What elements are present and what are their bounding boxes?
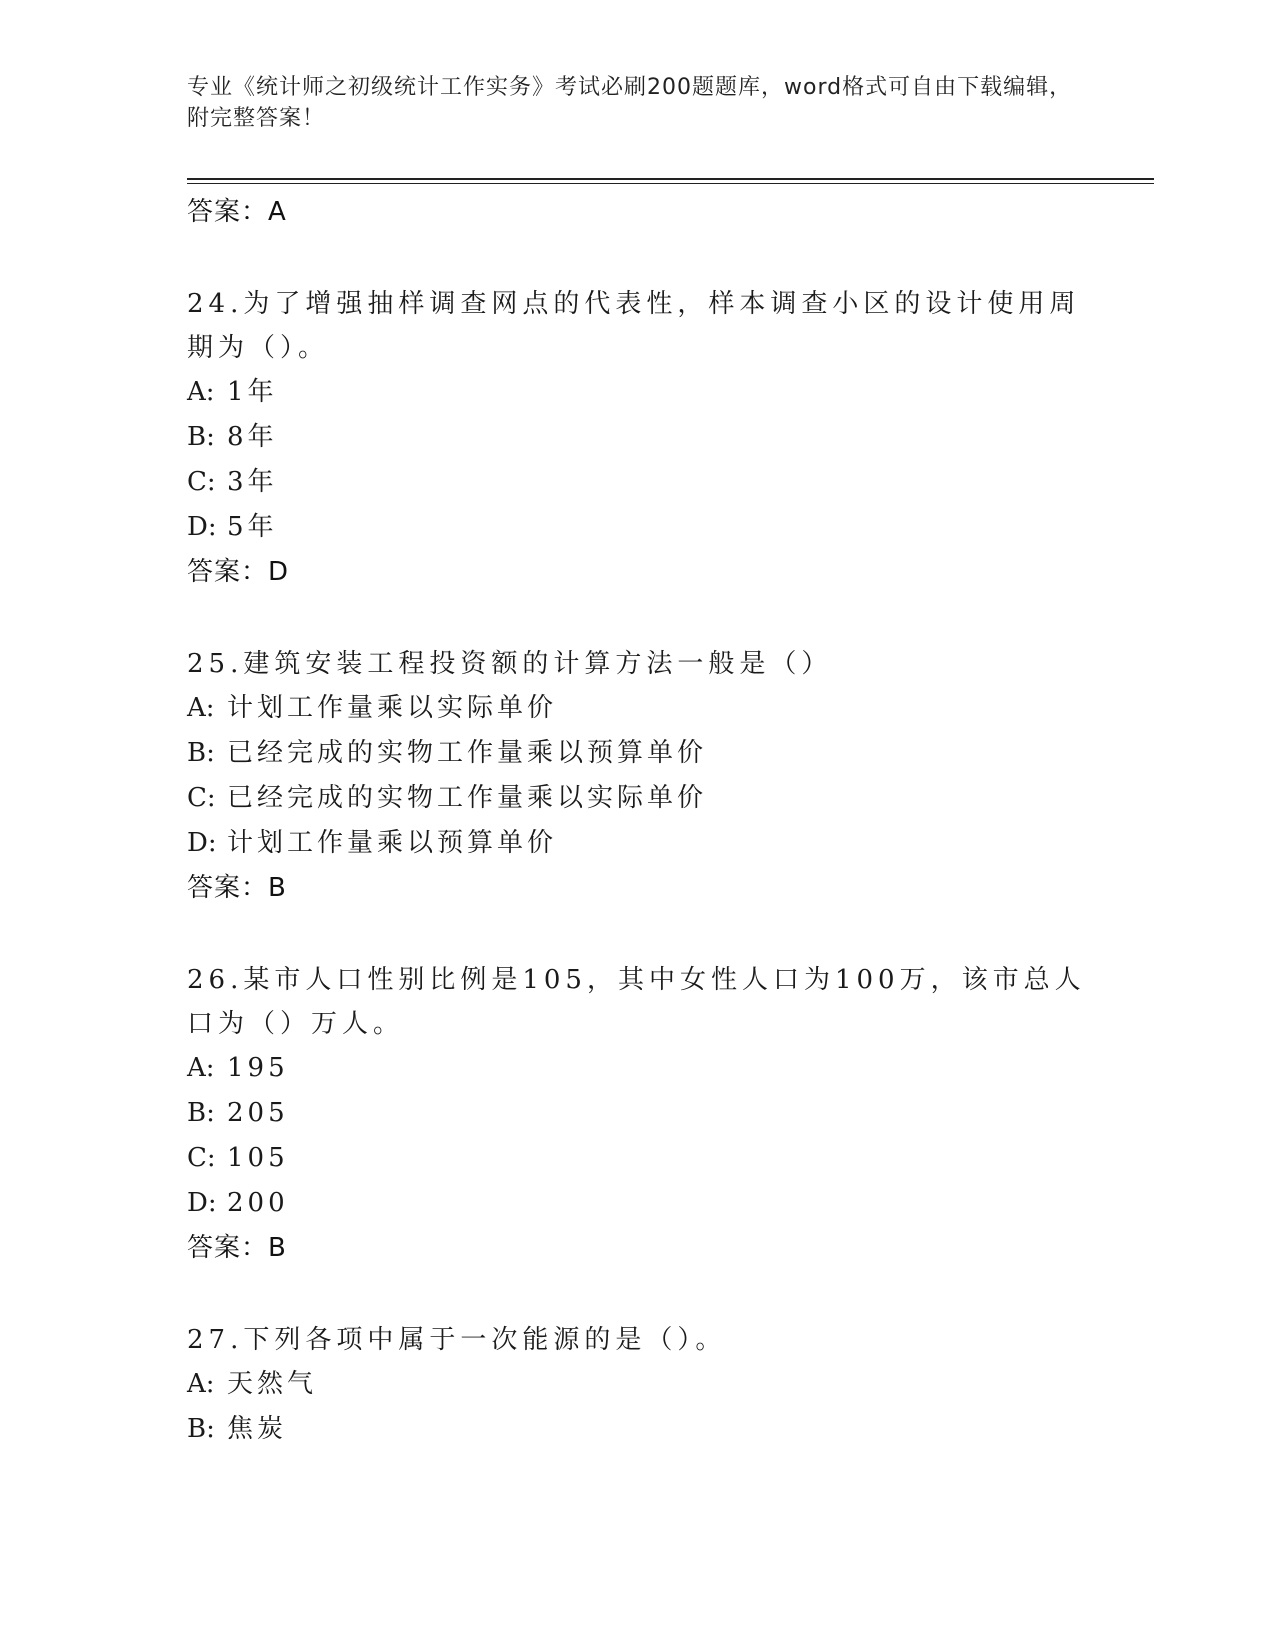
option-letter: D:: [187, 1188, 217, 1218]
answer-line: 答案：A: [187, 197, 287, 227]
option-text: 计划工作量乘以预算单价: [227, 828, 558, 858]
option-item: [187, 415, 1087, 460]
question-text: 27.下列各项中属于一次能源的是（）。: [187, 1325, 727, 1355]
option-item: [187, 1407, 1087, 1452]
header-divider-thin: [187, 183, 1154, 184]
option-item: [187, 1136, 1087, 1181]
answer-line: 答案：B: [187, 1233, 287, 1263]
option-item: [187, 505, 1087, 550]
answer-line: 答案：B: [187, 873, 287, 903]
spacer: [187, 234, 1087, 282]
answer-line: 答案：D: [187, 557, 290, 587]
option-item: [187, 370, 1087, 415]
option-letter: A:: [187, 377, 215, 407]
spacer: [187, 594, 1087, 642]
option-letter: B:: [187, 1098, 215, 1128]
option-text: 天然气: [227, 1369, 318, 1399]
option-text: 105: [227, 1143, 289, 1173]
option-letter: A:: [187, 1369, 215, 1399]
question-text: 24.为了增强抽样调查网点的代表性，样本调查小区的设计使用周期为（）。: [187, 289, 1081, 363]
option-letter: B:: [187, 422, 215, 452]
option-item: [187, 776, 1087, 821]
option-letter: D:: [187, 828, 217, 858]
option-letter: C:: [187, 783, 216, 813]
question-text: 26.某市人口性别比例是105，其中女性人口为100万，该市总人口为（）万人。: [187, 965, 1086, 1039]
option-item: [187, 731, 1087, 776]
question-list: [187, 190, 1087, 1452]
question-text: 25.建筑安装工程投资额的计算方法一般是（）: [187, 649, 833, 679]
header-divider-thick: [187, 178, 1154, 180]
document-header: 专业《统计师之初级统计工作实务》考试必刷200题题库，word格式可自由下载编辑，附完整答案！: [187, 75, 1073, 131]
option-letter: C:: [187, 467, 216, 497]
option-text: 焦炭: [227, 1414, 288, 1444]
option-text: 200: [227, 1188, 289, 1218]
option-item: [187, 1362, 1087, 1407]
option-text: 195: [227, 1053, 289, 1083]
option-item: [187, 821, 1087, 866]
option-text: 205: [227, 1098, 289, 1128]
option-letter: A:: [187, 693, 215, 723]
spacer: [187, 910, 1087, 958]
option-text: 5年: [227, 512, 278, 542]
option-item: [187, 460, 1087, 505]
option-text: 1年: [227, 377, 278, 407]
option-letter: D:: [187, 512, 217, 542]
option-item: [187, 1181, 1087, 1226]
option-text: 3年: [227, 467, 278, 497]
option-item: [187, 1091, 1087, 1136]
option-letter: B:: [187, 1414, 215, 1444]
option-letter: C:: [187, 1143, 216, 1173]
option-text: 已经完成的实物工作量乘以实际单价: [227, 783, 708, 813]
option-letter: A:: [187, 1053, 215, 1083]
option-text: 计划工作量乘以实际单价: [227, 693, 558, 723]
spacer: [187, 1270, 1087, 1318]
option-text: 8年: [227, 422, 278, 452]
option-item: [187, 1046, 1087, 1091]
option-item: [187, 686, 1087, 731]
option-letter: B:: [187, 738, 215, 768]
option-text: 已经完成的实物工作量乘以预算单价: [227, 738, 708, 768]
